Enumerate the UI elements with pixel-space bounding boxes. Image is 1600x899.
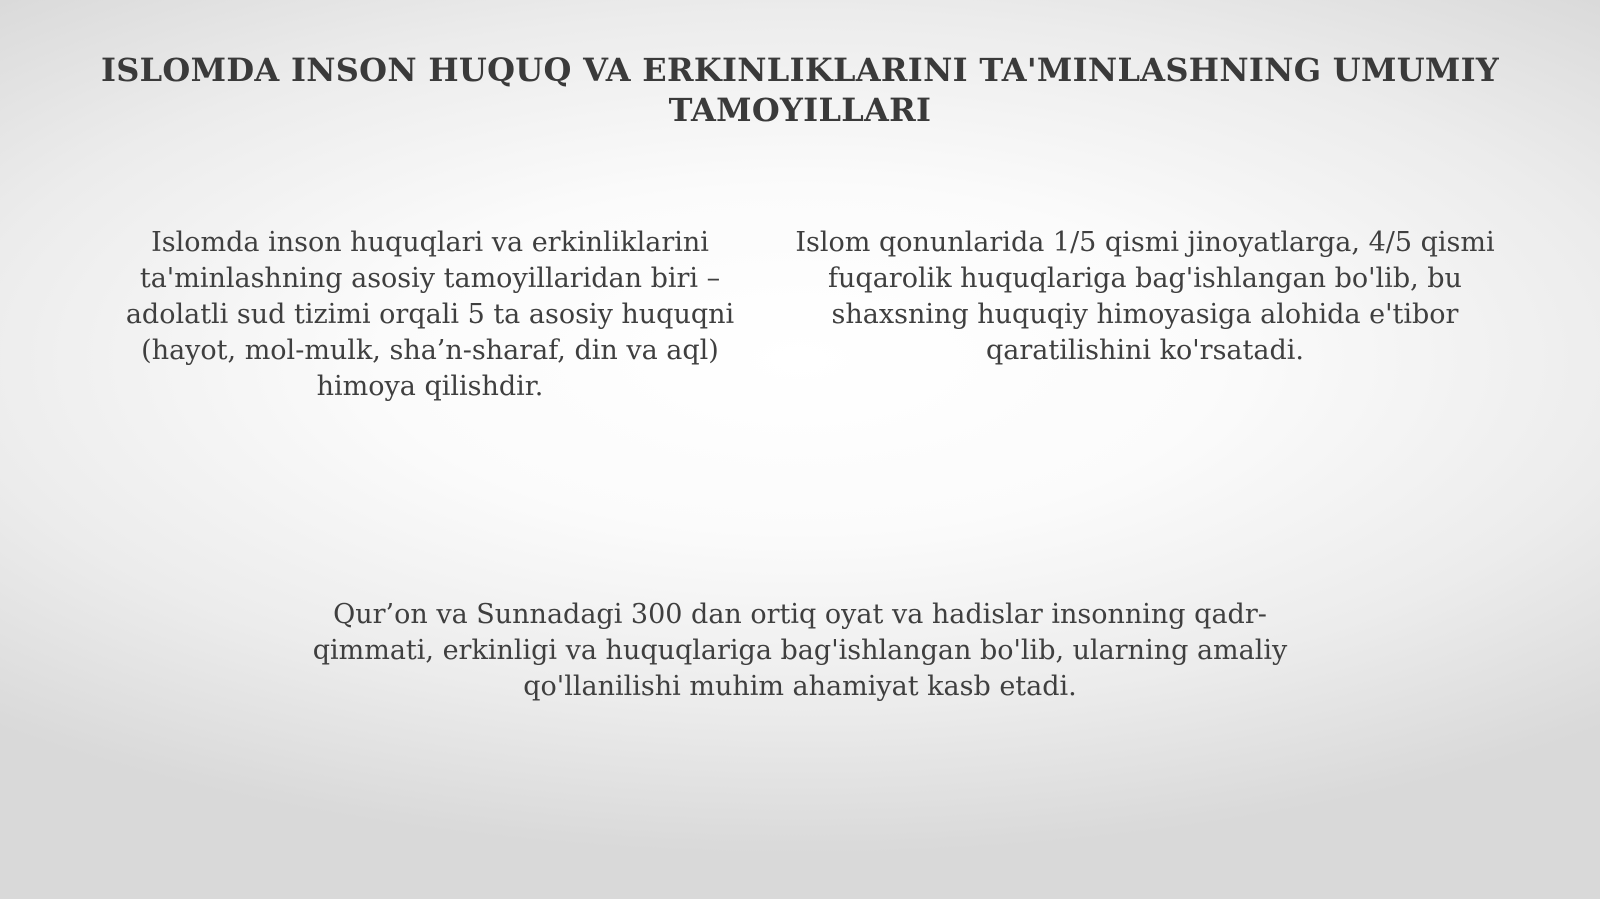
slide-title: ISLOMDA INSON HUQUQ VA ERKINLIKLARINI TA'MINLASHNING UMUMIY TAMOYILLARI <box>100 51 1500 129</box>
left-text-block: Islomda inson huquqlari va erkinliklarini ta'minlashning asosiy tamoyillaridan biri – adolatli sud tizimi orqali 5 ta asosiy huquqni (hayot, mol-mulk, sha’n-sharaf, din va aql) himoya qilishdir. <box>125 227 735 402</box>
bottom-text-block: Qur’on va Sunnadagi 300 dan ortiq oyat va hadislar insonning qadr-qimmati, erkinligi va huquqlariga bag'ishlangan bo'lib, ularning amaliy qo'llanilishi muhim ahamiyat kasb etadi. <box>312 599 1288 702</box>
right-text-block: Islom qonunlarida 1/5 qismi jinoyatlarga, 4/5 qismi fuqarolik huquqlariga bag'ishlangan bo'lib, bu shaxsning huquqiy himoyasiga alohida e'tibor qaratilishini ko'rsatadi. <box>795 227 1495 366</box>
